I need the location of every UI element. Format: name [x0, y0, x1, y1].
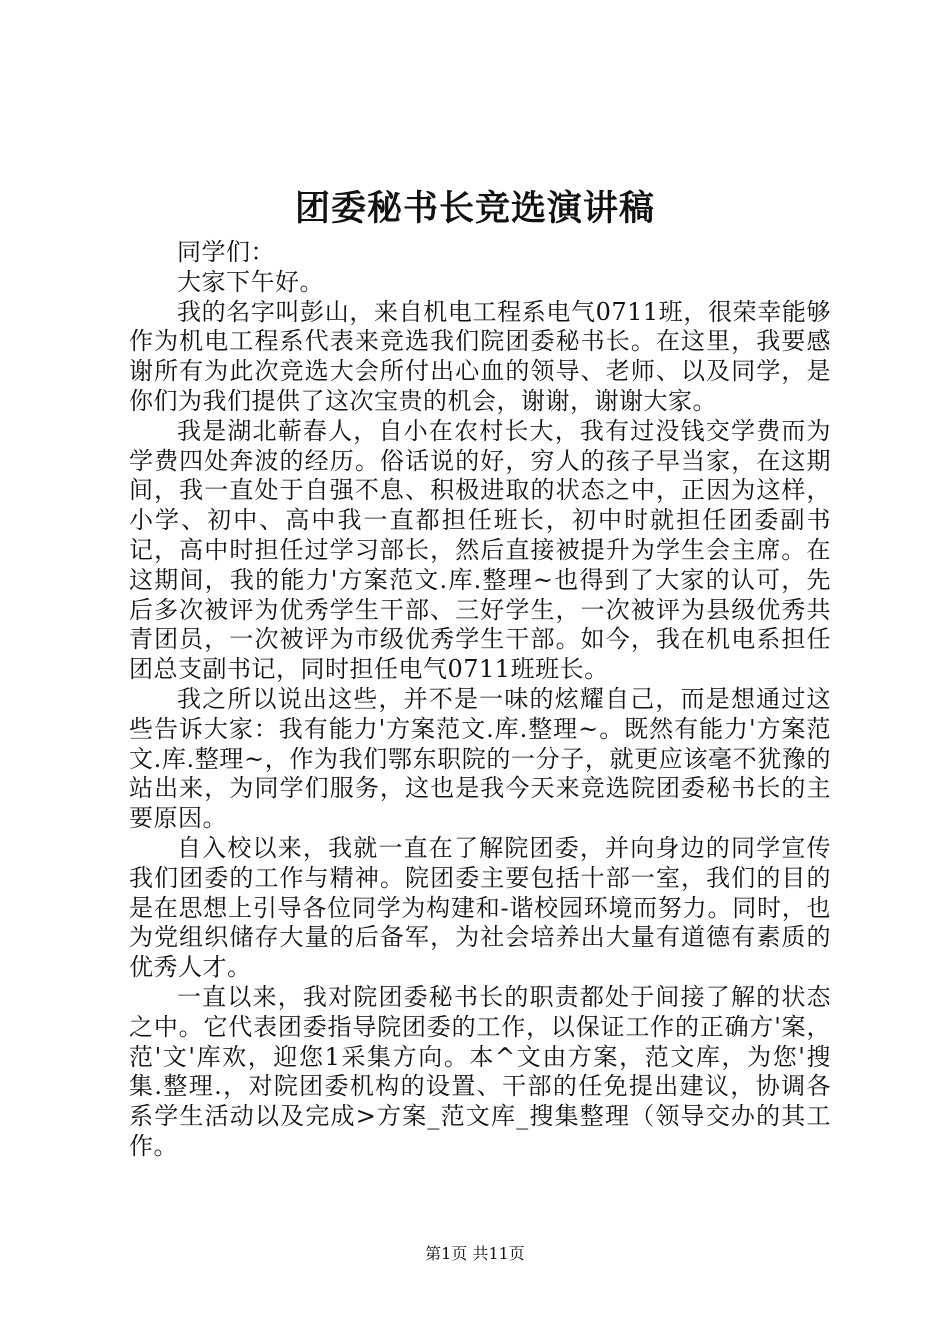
paragraph-duties: 一直以来，我对院团委秘书长的职责都处于间接了解的状态之中。它代表团委指导院团委的工作，以保证工作的正确方'案，范'文'库欢，迎您1采集方向。本^文由方案，范文库，为您'搜集.整理.，对院团委机构的设置、干部的任免提出建议，协调各系学生活动以及完成>方案_范文库_搜集整理（领导交办的其工作。	[129, 982, 831, 1160]
paragraph-committee: 自入校以来，我就一直在了解院团委，并向身边的同学宣传我们团委的工作与精神。院团委主要包括十部一室，我们的目的是在思想上引导各位同学为构建和-谐校园环境而努力。同时，也为党组织储存大量的后备军，为社会培养出大量有道德有素质的优秀人才。	[129, 833, 831, 982]
paragraph-salutation: 同学们：	[177, 238, 275, 266]
paragraph-reason: 我之所以说出这些，并不是一味的炫耀自己，而是想通过这些告诉大家：我有能力'方案范文.库.整理~。既然有能力'方案范文.库.整理~，作为我们鄂东职院的一分子，就更应该毫不犹豫的站出来，为同学们服务，这也是我今天来竞选院团委秘书长的主要原因。	[129, 684, 831, 833]
document-body	[129, 238, 831, 1162]
paragraph-introduction: 我的名字叫彭山，来自机电工程系电气0711班，很荣幸能够作为机电工程系代表来竞选我们院团委秘书长。在这里，我要感谢所有为此次竞选大会所付出心血的领导、老师、以及同学，是你们为我们提供了这次宝贵的机会，谢谢，谢谢大家。	[129, 297, 831, 415]
document-title: 团委秘书长竞选演讲稿	[294, 188, 655, 229]
paragraph-greeting: 大家下午好。	[177, 267, 324, 296]
page-number-footer: 第1页 共11页	[425, 1244, 525, 1263]
paragraph-background: 我是湖北蕲春人，自小在农村长大，我有过没钱交学费而为学费四处奔波的经历。俗话说的好，穷人的孩子早当家，在这期间，我一直处于自强不息、积极进取的状态之中，正因为这样，小学、初中、高中我一直都担任班长，初中时就担任团委副书记，高中时担任过学习部长，然后直接被提升为学生会主席。在这期间，我的能力'方案范文.库.整理~也得到了大家的认可，先后多次被评为优秀学生干部、三好学生，一次被评为县级优秀共青团员，一次被评为市级优秀学生干部。如今，我在机电系担任团总支副书记，同时担任电气0711班班长。	[129, 416, 831, 684]
